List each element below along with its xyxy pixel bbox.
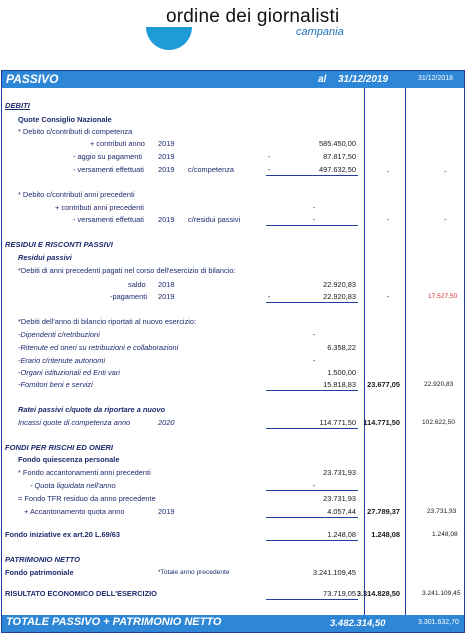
residui-item-1: -Ritenute ed oneri su retribuzioni e collaborazioni bbox=[18, 343, 179, 352]
fondo-iniziative-prev: 1.248,08 bbox=[432, 531, 458, 538]
residui-item-4-val: 15.818,83 bbox=[323, 380, 356, 389]
incassi: Incassi quote di competenza anno bbox=[18, 418, 131, 427]
saldo-year: 2018 bbox=[158, 280, 175, 289]
residui-item-2: -Erario c/ritenute autonomi bbox=[18, 356, 106, 365]
logo bbox=[0, 0, 470, 62]
fondo-iniziative-tot: 1.248,08 bbox=[371, 530, 400, 539]
risultato-prev: 3.241.109,45 bbox=[422, 590, 461, 597]
fondo-patrimoniale-val: 3.241.109,45 bbox=[312, 568, 356, 577]
fondi-f4-val: 4.057,44 bbox=[327, 507, 356, 516]
contributi-anno-val: 585.450,00 bbox=[319, 139, 356, 148]
residui-note2: *Debiti dell'anno di bilancio riportati al nuovo esercizio: bbox=[18, 317, 197, 326]
fondi-f4-prev: 23.731,93 bbox=[427, 508, 457, 515]
header-band bbox=[2, 71, 464, 88]
logo-subtitle: campania bbox=[296, 26, 344, 38]
pagamenti: -pagamenti bbox=[110, 292, 147, 301]
risultato-val: 73.719,05 bbox=[323, 589, 356, 598]
versamenti: - versamenti effettuati bbox=[73, 165, 144, 174]
fondi-f4: + Accantonamento quota anno bbox=[24, 507, 125, 516]
fondo-patrimoniale: Fondo patrimoniale bbox=[5, 568, 74, 577]
versamenti2: - versamenti effettuati bbox=[73, 215, 144, 224]
section-patrimonio: PATRIMONIO NETTO bbox=[5, 555, 81, 564]
risultato-tot: 3.314.828,50 bbox=[356, 589, 400, 598]
versamenti2-val: - bbox=[313, 215, 316, 224]
residui-items-tot: 23.677,05 bbox=[367, 380, 400, 389]
header-title: PASSIVO bbox=[6, 72, 59, 86]
contributi-prec-val: - bbox=[313, 203, 316, 212]
fondi-f4-year: 2019 bbox=[158, 507, 175, 516]
aggio-sign: - bbox=[268, 152, 271, 161]
aggio-val: 87.817,50 bbox=[323, 152, 356, 161]
section-debiti: DEBITI bbox=[5, 101, 30, 110]
logo-title: ordine dei giornalisti bbox=[166, 6, 340, 27]
incassi-tot: 114.771,50 bbox=[363, 418, 400, 427]
residui-note1: *Debiti di anni precedenti pagati nel corso dell'esercizio di bilancio: bbox=[18, 266, 236, 275]
header-date: 31/12/2019 bbox=[338, 74, 389, 85]
versamenti2-tot: - bbox=[387, 215, 390, 224]
ratei-title: Ratei passivi c/quote da riportare a nuovo bbox=[18, 405, 166, 414]
pagamenti-prev: 17.527,50 bbox=[428, 293, 458, 300]
versamenti-sign: - bbox=[268, 165, 271, 174]
section-fondi: FONDI PER RISCHI ED ONERI bbox=[5, 443, 114, 452]
header-al: al bbox=[318, 74, 327, 85]
fondo-iniziative: Fondo iniziative ex art.20 L.69/63 bbox=[5, 530, 121, 539]
footer-label: TOTALE PASSIVO + PATRIMONIO NETTO bbox=[6, 616, 222, 628]
versamenti-val: 497.632,50 bbox=[319, 165, 356, 174]
header-prev-date: 31/12/2018 bbox=[418, 75, 454, 82]
saldo: saldo bbox=[128, 280, 146, 289]
residui-item-0-val: - bbox=[313, 330, 316, 339]
fondi-f2: - Quota liquidata nell'anno bbox=[30, 481, 116, 490]
incassi-prev: 102.622,50 bbox=[422, 419, 456, 426]
fondi-f1: * Fondo accantonamenti anni precedenti bbox=[18, 468, 151, 477]
residui-item-3: -Organi istituzionali ed Enti vari bbox=[18, 368, 120, 377]
contributi-anno: + contributi anno bbox=[90, 139, 145, 148]
versamenti2-suffix: c/residui passivi bbox=[188, 215, 241, 224]
versamenti-suffix: c/competenza bbox=[188, 165, 235, 174]
debito-prec: * Debito c/contributi anni precedenti bbox=[18, 190, 135, 199]
fondi-sub: Fondo quiescenza personale bbox=[18, 455, 120, 464]
aggio: - aggio su pagamenti bbox=[73, 152, 143, 161]
footer-total: 3.482.314,50 bbox=[330, 618, 386, 629]
versamenti-prev: - bbox=[444, 167, 447, 176]
contributi-anno-year: 2019 bbox=[158, 139, 175, 148]
pagamenti-year: 2019 bbox=[158, 292, 175, 301]
residui-item-3-val: 1.500,00 bbox=[327, 368, 356, 377]
risultato-esercizio: RISULTATO ECONOMICO DELL'ESERCIZIO bbox=[5, 589, 157, 598]
residui-item-4: -Fornitori beni e servizi bbox=[18, 380, 93, 389]
quote-cn: Quote Consiglio Nazionale bbox=[18, 115, 112, 124]
pagamenti-val: 22.920,83 bbox=[323, 292, 356, 301]
versamenti2-year: 2019 bbox=[158, 215, 175, 224]
fondi-f3-val: 23.731,93 bbox=[323, 494, 356, 503]
residui-item-2-val: - bbox=[313, 356, 316, 365]
fondi-f3: = Fondo TFR residuo da anno precedente bbox=[18, 494, 156, 503]
debito-competenza: * Debito c/contributi di competenza bbox=[18, 127, 133, 136]
pagamenti-sign: - bbox=[268, 292, 271, 301]
residui-item-1-val: 6.358,22 bbox=[327, 343, 356, 352]
versamenti-tot: - bbox=[387, 167, 390, 176]
versamenti-year: 2019 bbox=[158, 165, 175, 174]
footer-prev-total: 3.301.632,70 bbox=[418, 619, 459, 626]
incassi-year: 2020 bbox=[158, 418, 175, 427]
aggio-year: 2019 bbox=[158, 152, 175, 161]
saldo-val: 22.920,83 bbox=[323, 280, 356, 289]
pagamenti-tot: - bbox=[387, 292, 390, 301]
incassi-val: 114.771,50 bbox=[319, 418, 356, 427]
column-divider bbox=[405, 88, 406, 615]
fondi-f1-val: 23.731,93 bbox=[323, 468, 356, 477]
contributi-prec: + contributi anni precedenti bbox=[55, 203, 144, 212]
fondo-iniziative-val: 1.248,08 bbox=[327, 530, 356, 539]
section-residui: RESIDUI E RISCONTI PASSIVI bbox=[5, 240, 113, 249]
residui-item-0: -Dipendenti c/retribuzioni bbox=[18, 330, 100, 339]
fondo-patrimoniale-note: *Totale anno precedente bbox=[158, 569, 230, 576]
residui-sub: Residui passivi bbox=[18, 253, 72, 262]
fondi-f4-tot: 27.789,37 bbox=[367, 507, 400, 516]
fondi-f2-val: - bbox=[313, 481, 316, 490]
versamenti2-prev: - bbox=[444, 215, 447, 224]
residui-items-prev: 22.920,83 bbox=[424, 381, 454, 388]
